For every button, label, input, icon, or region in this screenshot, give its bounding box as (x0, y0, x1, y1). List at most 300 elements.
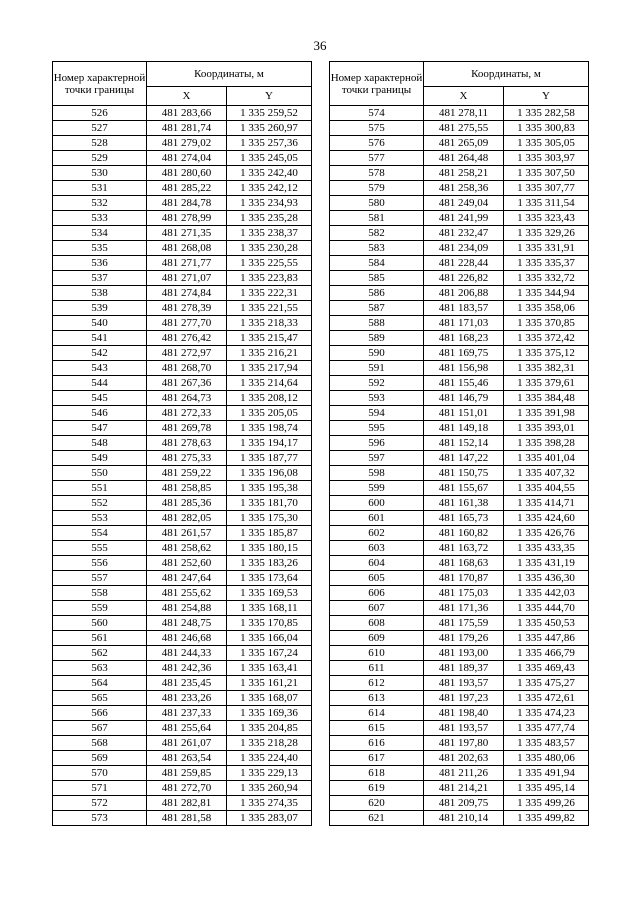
table-row (53, 481, 312, 496)
x-coordinate-cell: 481 165,73 (424, 511, 504, 526)
y-coordinate-cell: 1 335 307,50 (504, 166, 589, 181)
y-coordinate-cell: 1 335 480,06 (504, 751, 589, 766)
point-number-cell: 617 (330, 751, 424, 766)
point-number-cell: 604 (330, 556, 424, 571)
y-coordinate-cell: 1 335 218,33 (227, 316, 312, 331)
point-number-cell: 537 (53, 271, 147, 286)
table-row (53, 466, 312, 481)
x-coordinate-cell: 481 278,99 (147, 211, 227, 226)
x-coordinate-cell: 481 175,03 (424, 586, 504, 601)
x-header: X (147, 87, 227, 106)
y-coordinate-cell: 1 335 173,64 (227, 571, 312, 586)
table-row (53, 766, 312, 781)
x-coordinate-cell: 481 160,82 (424, 526, 504, 541)
y-coordinate-cell: 1 335 483,57 (504, 736, 589, 751)
x-coordinate-cell: 481 258,62 (147, 541, 227, 556)
x-coordinate-cell: 481 249,04 (424, 196, 504, 211)
table-row (53, 286, 312, 301)
point-number-cell: 581 (330, 211, 424, 226)
point-number-cell: 592 (330, 376, 424, 391)
x-coordinate-cell: 481 272,97 (147, 346, 227, 361)
point-number-cell: 607 (330, 601, 424, 616)
x-coordinate-cell: 481 202,63 (424, 751, 504, 766)
table-row (330, 391, 589, 406)
point-number-cell: 594 (330, 406, 424, 421)
point-number-cell: 527 (53, 121, 147, 136)
table-row (330, 211, 589, 226)
x-coordinate-cell: 481 261,07 (147, 736, 227, 751)
y-coordinate-cell: 1 335 375,12 (504, 346, 589, 361)
x-coordinate-cell: 481 150,75 (424, 466, 504, 481)
table-row (330, 121, 589, 136)
y-coordinate-cell: 1 335 329,26 (504, 226, 589, 241)
table-row (330, 556, 589, 571)
x-coordinate-cell: 481 226,82 (424, 271, 504, 286)
point-number-cell: 603 (330, 541, 424, 556)
coordinates-header: Координаты, м (147, 62, 312, 87)
point-number-cell: 544 (53, 376, 147, 391)
point-number-cell: 546 (53, 406, 147, 421)
x-coordinate-cell: 481 278,63 (147, 436, 227, 451)
point-number-cell: 611 (330, 661, 424, 676)
table-row (330, 376, 589, 391)
x-coordinate-cell: 481 283,66 (147, 106, 227, 121)
table-row (330, 601, 589, 616)
point-number-cell: 565 (53, 691, 147, 706)
y-coordinate-cell: 1 335 185,87 (227, 526, 312, 541)
y-coordinate-cell: 1 335 221,55 (227, 301, 312, 316)
y-coordinate-cell: 1 335 274,35 (227, 796, 312, 811)
x-coordinate-cell: 481 246,68 (147, 631, 227, 646)
y-coordinate-cell: 1 335 242,12 (227, 181, 312, 196)
table-row (330, 646, 589, 661)
y-coordinate-cell: 1 335 311,54 (504, 196, 589, 211)
table-row (53, 676, 312, 691)
x-header: X (424, 87, 504, 106)
table-row (330, 766, 589, 781)
y-coordinate-cell: 1 335 393,01 (504, 421, 589, 436)
point-number-cell: 580 (330, 196, 424, 211)
point-number-cell: 619 (330, 781, 424, 796)
point-number-cell: 555 (53, 541, 147, 556)
point-number-cell: 532 (53, 196, 147, 211)
point-number-cell: 579 (330, 181, 424, 196)
table-row (330, 691, 589, 706)
x-coordinate-cell: 481 170,87 (424, 571, 504, 586)
table-row (330, 661, 589, 676)
table-row (53, 556, 312, 571)
y-coordinate-cell: 1 335 230,28 (227, 241, 312, 256)
x-coordinate-cell: 481 152,14 (424, 436, 504, 451)
y-coordinate-cell: 1 335 472,61 (504, 691, 589, 706)
point-number-cell: 616 (330, 736, 424, 751)
point-number-cell: 529 (53, 151, 147, 166)
x-coordinate-cell: 481 235,45 (147, 676, 227, 691)
point-number-cell: 545 (53, 391, 147, 406)
table-row (330, 526, 589, 541)
y-coordinate-cell: 1 335 238,37 (227, 226, 312, 241)
point-number-cell: 612 (330, 676, 424, 691)
point-number-cell: 542 (53, 346, 147, 361)
point-number-cell: 571 (53, 781, 147, 796)
table-row (53, 661, 312, 676)
table-row (330, 361, 589, 376)
x-coordinate-cell: 481 285,36 (147, 496, 227, 511)
y-coordinate-cell: 1 335 181,70 (227, 496, 312, 511)
table-row (330, 586, 589, 601)
x-coordinate-cell: 481 242,36 (147, 661, 227, 676)
y-coordinate-cell: 1 335 222,31 (227, 286, 312, 301)
point-number-cell: 539 (53, 301, 147, 316)
y-coordinate-cell: 1 335 391,98 (504, 406, 589, 421)
y-coordinate-cell: 1 335 242,40 (227, 166, 312, 181)
point-number-cell: 536 (53, 256, 147, 271)
point-number-cell: 621 (330, 811, 424, 826)
y-coordinate-cell: 1 335 407,32 (504, 466, 589, 481)
table-body-left (53, 106, 312, 826)
x-coordinate-cell: 481 161,38 (424, 496, 504, 511)
point-number-header: Номер характерной точки границы (53, 62, 147, 106)
table-row (330, 151, 589, 166)
table-row (53, 181, 312, 196)
point-number-cell: 561 (53, 631, 147, 646)
table-row (330, 751, 589, 766)
point-number-cell: 551 (53, 481, 147, 496)
y-coordinate-cell: 1 335 384,48 (504, 391, 589, 406)
x-coordinate-cell: 481 155,67 (424, 481, 504, 496)
y-coordinate-cell: 1 335 167,24 (227, 646, 312, 661)
table-row (53, 226, 312, 241)
x-coordinate-cell: 481 275,55 (424, 121, 504, 136)
y-header: Y (227, 87, 312, 106)
point-number-cell: 569 (53, 751, 147, 766)
table-row (53, 751, 312, 766)
point-number-cell: 595 (330, 421, 424, 436)
table-row (53, 166, 312, 181)
point-number-cell: 530 (53, 166, 147, 181)
y-coordinate-cell: 1 335 169,53 (227, 586, 312, 601)
y-coordinate-cell: 1 335 323,43 (504, 211, 589, 226)
point-number-cell: 615 (330, 721, 424, 736)
point-number-cell: 606 (330, 586, 424, 601)
y-coordinate-cell: 1 335 344,94 (504, 286, 589, 301)
point-number-header: Номер характерной точки границы (330, 62, 424, 106)
y-coordinate-cell: 1 335 404,55 (504, 481, 589, 496)
y-coordinate-cell: 1 335 282,58 (504, 106, 589, 121)
point-number-cell: 608 (330, 616, 424, 631)
table-row (330, 781, 589, 796)
y-coordinate-cell: 1 335 195,38 (227, 481, 312, 496)
x-coordinate-cell: 481 285,22 (147, 181, 227, 196)
table-row (53, 496, 312, 511)
point-number-cell: 597 (330, 451, 424, 466)
table-row (330, 481, 589, 496)
point-number-cell: 593 (330, 391, 424, 406)
point-number-cell: 600 (330, 496, 424, 511)
y-coordinate-cell: 1 335 218,28 (227, 736, 312, 751)
x-coordinate-cell: 481 233,26 (147, 691, 227, 706)
table-row (330, 451, 589, 466)
point-number-cell: 548 (53, 436, 147, 451)
table-row (53, 616, 312, 631)
point-number-cell: 610 (330, 646, 424, 661)
point-number-cell: 531 (53, 181, 147, 196)
point-number-cell: 591 (330, 361, 424, 376)
table-row (330, 541, 589, 556)
x-coordinate-cell: 481 244,33 (147, 646, 227, 661)
x-coordinate-cell: 481 193,57 (424, 721, 504, 736)
y-coordinate-cell: 1 335 260,94 (227, 781, 312, 796)
x-coordinate-cell: 481 189,37 (424, 661, 504, 676)
table-row (53, 511, 312, 526)
table-row (330, 241, 589, 256)
x-coordinate-cell: 481 193,00 (424, 646, 504, 661)
y-coordinate-cell: 1 335 175,30 (227, 511, 312, 526)
x-coordinate-cell: 481 272,33 (147, 406, 227, 421)
table-row (53, 271, 312, 286)
y-coordinate-cell: 1 335 215,47 (227, 331, 312, 346)
point-number-cell: 577 (330, 151, 424, 166)
x-coordinate-cell: 481 277,70 (147, 316, 227, 331)
point-number-cell: 585 (330, 271, 424, 286)
x-coordinate-cell: 481 168,23 (424, 331, 504, 346)
x-coordinate-cell: 481 255,62 (147, 586, 227, 601)
table-row (53, 106, 312, 121)
table-row (330, 301, 589, 316)
point-number-cell: 596 (330, 436, 424, 451)
x-coordinate-cell: 481 258,21 (424, 166, 504, 181)
y-coordinate-cell: 1 335 187,77 (227, 451, 312, 466)
point-number-cell: 609 (330, 631, 424, 646)
y-coordinate-cell: 1 335 204,85 (227, 721, 312, 736)
point-number-cell: 573 (53, 811, 147, 826)
y-coordinate-cell: 1 335 216,21 (227, 346, 312, 361)
table-row (330, 286, 589, 301)
point-number-cell: 549 (53, 451, 147, 466)
table-row (53, 571, 312, 586)
table-row (53, 136, 312, 151)
x-coordinate-cell: 481 278,11 (424, 106, 504, 121)
x-coordinate-cell: 481 228,44 (424, 256, 504, 271)
y-coordinate-cell: 1 335 245,05 (227, 151, 312, 166)
table-row (53, 721, 312, 736)
point-number-cell: 589 (330, 331, 424, 346)
x-coordinate-cell: 481 209,75 (424, 796, 504, 811)
y-coordinate-cell: 1 335 225,55 (227, 256, 312, 271)
table-row (330, 721, 589, 736)
table-row (330, 676, 589, 691)
x-coordinate-cell: 481 247,64 (147, 571, 227, 586)
x-coordinate-cell: 481 193,57 (424, 676, 504, 691)
table-row (330, 496, 589, 511)
table-row (330, 421, 589, 436)
coordinates-table-left (52, 61, 312, 826)
x-coordinate-cell: 481 234,09 (424, 241, 504, 256)
x-coordinate-cell: 481 275,33 (147, 451, 227, 466)
x-coordinate-cell: 481 271,35 (147, 226, 227, 241)
point-number-cell: 550 (53, 466, 147, 481)
point-number-cell: 582 (330, 226, 424, 241)
y-header: Y (504, 87, 589, 106)
point-number-cell: 528 (53, 136, 147, 151)
table-row (53, 451, 312, 466)
table-row (53, 436, 312, 451)
x-coordinate-cell: 481 151,01 (424, 406, 504, 421)
point-number-cell: 568 (53, 736, 147, 751)
x-coordinate-cell: 481 268,08 (147, 241, 227, 256)
point-number-cell: 554 (53, 526, 147, 541)
point-number-cell: 599 (330, 481, 424, 496)
x-coordinate-cell: 481 214,21 (424, 781, 504, 796)
y-coordinate-cell: 1 335 414,71 (504, 496, 589, 511)
x-coordinate-cell: 481 268,70 (147, 361, 227, 376)
table-row (53, 331, 312, 346)
x-coordinate-cell: 481 284,78 (147, 196, 227, 211)
y-coordinate-cell: 1 335 499,82 (504, 811, 589, 826)
y-coordinate-cell: 1 335 372,42 (504, 331, 589, 346)
x-coordinate-cell: 481 276,42 (147, 331, 227, 346)
coordinates-header: Координаты, м (424, 62, 589, 87)
point-number-cell: 584 (330, 256, 424, 271)
x-coordinate-cell: 481 282,81 (147, 796, 227, 811)
point-number-cell: 557 (53, 571, 147, 586)
y-coordinate-cell: 1 335 223,83 (227, 271, 312, 286)
point-number-cell: 614 (330, 706, 424, 721)
x-coordinate-cell: 481 241,99 (424, 211, 504, 226)
y-coordinate-cell: 1 335 214,64 (227, 376, 312, 391)
x-coordinate-cell: 481 264,48 (424, 151, 504, 166)
x-coordinate-cell: 481 168,63 (424, 556, 504, 571)
table-row (330, 811, 589, 826)
point-number-cell: 543 (53, 361, 147, 376)
table-row (330, 706, 589, 721)
y-coordinate-cell: 1 335 180,15 (227, 541, 312, 556)
x-coordinate-cell: 481 259,22 (147, 466, 227, 481)
y-coordinate-cell: 1 335 168,11 (227, 601, 312, 616)
y-coordinate-cell: 1 335 477,74 (504, 721, 589, 736)
y-coordinate-cell: 1 335 224,40 (227, 751, 312, 766)
x-coordinate-cell: 481 263,54 (147, 751, 227, 766)
table-row (330, 106, 589, 121)
y-coordinate-cell: 1 335 235,28 (227, 211, 312, 226)
y-coordinate-cell: 1 335 300,83 (504, 121, 589, 136)
table-row (330, 271, 589, 286)
point-number-cell: 602 (330, 526, 424, 541)
x-coordinate-cell: 481 255,64 (147, 721, 227, 736)
table-row (53, 586, 312, 601)
x-coordinate-cell: 481 280,60 (147, 166, 227, 181)
table-row (330, 256, 589, 271)
point-number-cell: 533 (53, 211, 147, 226)
y-coordinate-cell: 1 335 163,41 (227, 661, 312, 676)
y-coordinate-cell: 1 335 208,12 (227, 391, 312, 406)
x-coordinate-cell: 481 282,05 (147, 511, 227, 526)
y-coordinate-cell: 1 335 183,26 (227, 556, 312, 571)
table-row (53, 736, 312, 751)
table-row (53, 706, 312, 721)
y-coordinate-cell: 1 335 433,35 (504, 541, 589, 556)
x-coordinate-cell: 481 265,09 (424, 136, 504, 151)
x-coordinate-cell: 481 254,88 (147, 601, 227, 616)
y-coordinate-cell: 1 335 382,31 (504, 361, 589, 376)
y-coordinate-cell: 1 335 469,43 (504, 661, 589, 676)
point-number-cell: 541 (53, 331, 147, 346)
y-coordinate-cell: 1 335 466,79 (504, 646, 589, 661)
table-row (53, 646, 312, 661)
x-coordinate-cell: 481 179,26 (424, 631, 504, 646)
table-row (330, 136, 589, 151)
point-number-cell: 559 (53, 601, 147, 616)
y-coordinate-cell: 1 335 170,85 (227, 616, 312, 631)
x-coordinate-cell: 481 237,33 (147, 706, 227, 721)
table-row (330, 571, 589, 586)
y-coordinate-cell: 1 335 161,21 (227, 676, 312, 691)
y-coordinate-cell: 1 335 475,27 (504, 676, 589, 691)
table-row (53, 316, 312, 331)
point-number-cell: 564 (53, 676, 147, 691)
table-row (330, 196, 589, 211)
table-row (330, 466, 589, 481)
x-coordinate-cell: 481 197,80 (424, 736, 504, 751)
point-number-cell: 570 (53, 766, 147, 781)
y-coordinate-cell: 1 335 196,08 (227, 466, 312, 481)
y-coordinate-cell: 1 335 474,23 (504, 706, 589, 721)
point-number-cell: 558 (53, 586, 147, 601)
y-coordinate-cell: 1 335 205,05 (227, 406, 312, 421)
point-number-cell: 540 (53, 316, 147, 331)
x-coordinate-cell: 481 271,07 (147, 271, 227, 286)
table-row (330, 631, 589, 646)
point-number-cell: 566 (53, 706, 147, 721)
y-coordinate-cell: 1 335 431,19 (504, 556, 589, 571)
point-number-cell: 552 (53, 496, 147, 511)
point-number-cell: 567 (53, 721, 147, 736)
point-number-cell: 572 (53, 796, 147, 811)
x-coordinate-cell: 481 171,03 (424, 316, 504, 331)
table-row (330, 511, 589, 526)
x-coordinate-cell: 481 156,98 (424, 361, 504, 376)
table-row (330, 346, 589, 361)
point-number-cell: 547 (53, 421, 147, 436)
table-row (53, 406, 312, 421)
y-coordinate-cell: 1 335 283,07 (227, 811, 312, 826)
y-coordinate-cell: 1 335 307,77 (504, 181, 589, 196)
y-coordinate-cell: 1 335 260,97 (227, 121, 312, 136)
x-coordinate-cell: 481 271,77 (147, 256, 227, 271)
table-row (53, 241, 312, 256)
point-number-cell: 575 (330, 121, 424, 136)
x-coordinate-cell: 481 279,02 (147, 136, 227, 151)
table-row (53, 796, 312, 811)
y-coordinate-cell: 1 335 257,36 (227, 136, 312, 151)
y-coordinate-cell: 1 335 335,37 (504, 256, 589, 271)
x-coordinate-cell: 481 206,88 (424, 286, 504, 301)
x-coordinate-cell: 481 149,18 (424, 421, 504, 436)
y-coordinate-cell: 1 335 305,05 (504, 136, 589, 151)
x-coordinate-cell: 481 258,85 (147, 481, 227, 496)
y-coordinate-cell: 1 335 495,14 (504, 781, 589, 796)
table-row (330, 796, 589, 811)
y-coordinate-cell: 1 335 491,94 (504, 766, 589, 781)
x-coordinate-cell: 481 163,72 (424, 541, 504, 556)
table-row (53, 361, 312, 376)
point-number-cell: 588 (330, 316, 424, 331)
point-number-cell: 578 (330, 166, 424, 181)
x-coordinate-cell: 481 146,79 (424, 391, 504, 406)
y-coordinate-cell: 1 335 331,91 (504, 241, 589, 256)
point-number-cell: 553 (53, 511, 147, 526)
x-coordinate-cell: 481 248,75 (147, 616, 227, 631)
